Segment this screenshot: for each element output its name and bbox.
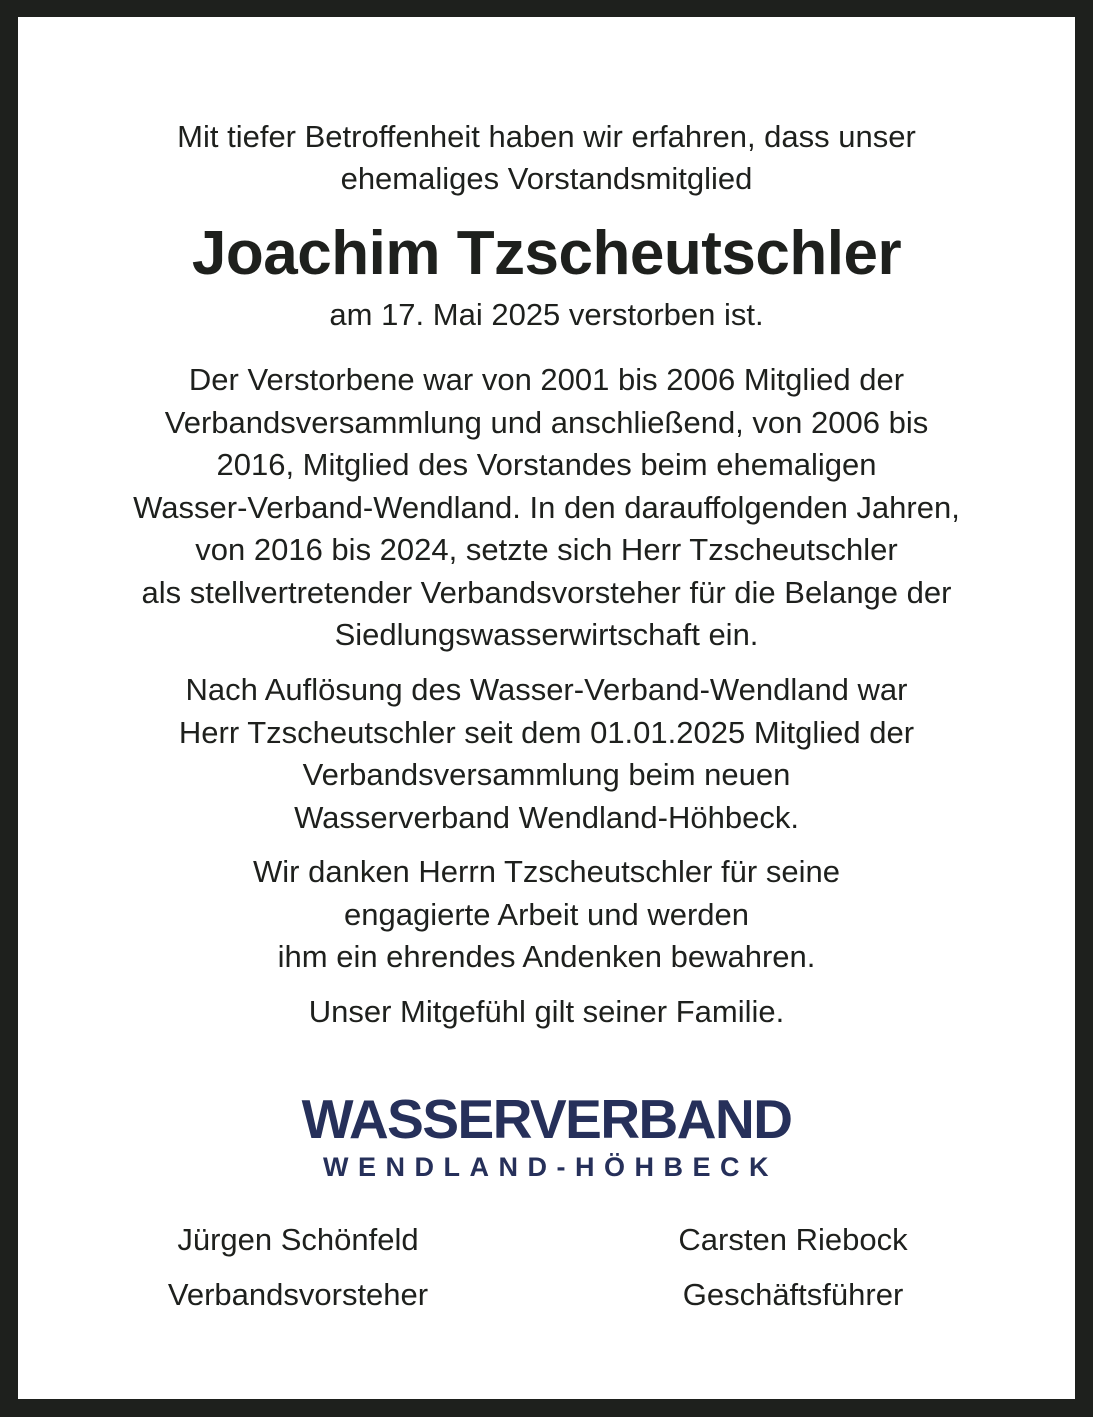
paragraph-line: Nach Auflösung des Wasser-Verband-Wendland war — [185, 672, 908, 707]
paragraph-line: Herr Tzscheutschler seit dem 01.01.2025 Mitglied der — [178, 714, 915, 750]
paragraph-line: engagierte Arbeit und werden — [343, 896, 749, 932]
intro-text — [18, 116, 1075, 200]
deceased-name: Joachim Tzscheutschler — [191, 219, 902, 288]
organization-logo-subtitle: WENDLAND-HÖHBECK — [323, 1152, 778, 1182]
obituary-card — [18, 17, 1075, 1399]
signatory-name: Jürgen Schönfeld — [177, 1222, 419, 1257]
paragraph-membership — [18, 669, 1075, 839]
paragraph-condolence — [18, 991, 1075, 1034]
paragraph-line: Wasser-Verband-Wendland. In den darauffolgenden Jahren, — [133, 489, 960, 525]
signatory-role: Verbandsvorsteher — [167, 1277, 429, 1312]
paragraph-line: von 2016 bis 2024, setzte sich Herr Tzscheutschler — [195, 532, 898, 567]
intro-line: Mit tiefer Betroffenheit haben wir erfahren, dass unser — [177, 119, 916, 154]
paragraph-line: Unser Mitgefühl gilt seiner Familie. — [308, 994, 785, 1029]
paragraph-line: Wasserverband Wendland-Höhbeck. — [294, 799, 799, 835]
paragraph-career — [18, 359, 1075, 657]
paragraph-line: als stellvertretender Verbandsvorsteher für die Belange der — [141, 574, 952, 610]
paragraph-line: 2016, Mitglied des Vorstandes beim ehemaligen — [216, 447, 877, 482]
paragraph-line: Verbandsversammlung und anschließend, von 2006 bis — [164, 404, 929, 440]
organization-logo-wordmark: WASSERVERBAND — [301, 1088, 792, 1150]
paragraph-line: Der Verstorbene war von 2001 bis 2006 Mitglied der — [188, 362, 905, 397]
signatory-name: Carsten Riebock — [678, 1222, 908, 1257]
signatory-role: Geschäftsführer — [682, 1277, 904, 1312]
intro-line: ehemaliges Vorstandsmitglied — [340, 161, 753, 196]
paragraph-line: Verbandsversammlung beim neuen — [302, 757, 791, 792]
paragraph-line: Wir danken Herrn Tzscheutschler für seine — [253, 854, 840, 889]
paragraph-line: Siedlungswasserwirtschaft ein. — [334, 617, 759, 652]
death-date-line: am 17. Mai 2025 verstorben ist. — [329, 297, 764, 332]
paragraph-thanks — [18, 851, 1075, 979]
paragraph-line: ihm ein ehrendes Andenken bewahren. — [277, 939, 816, 974]
